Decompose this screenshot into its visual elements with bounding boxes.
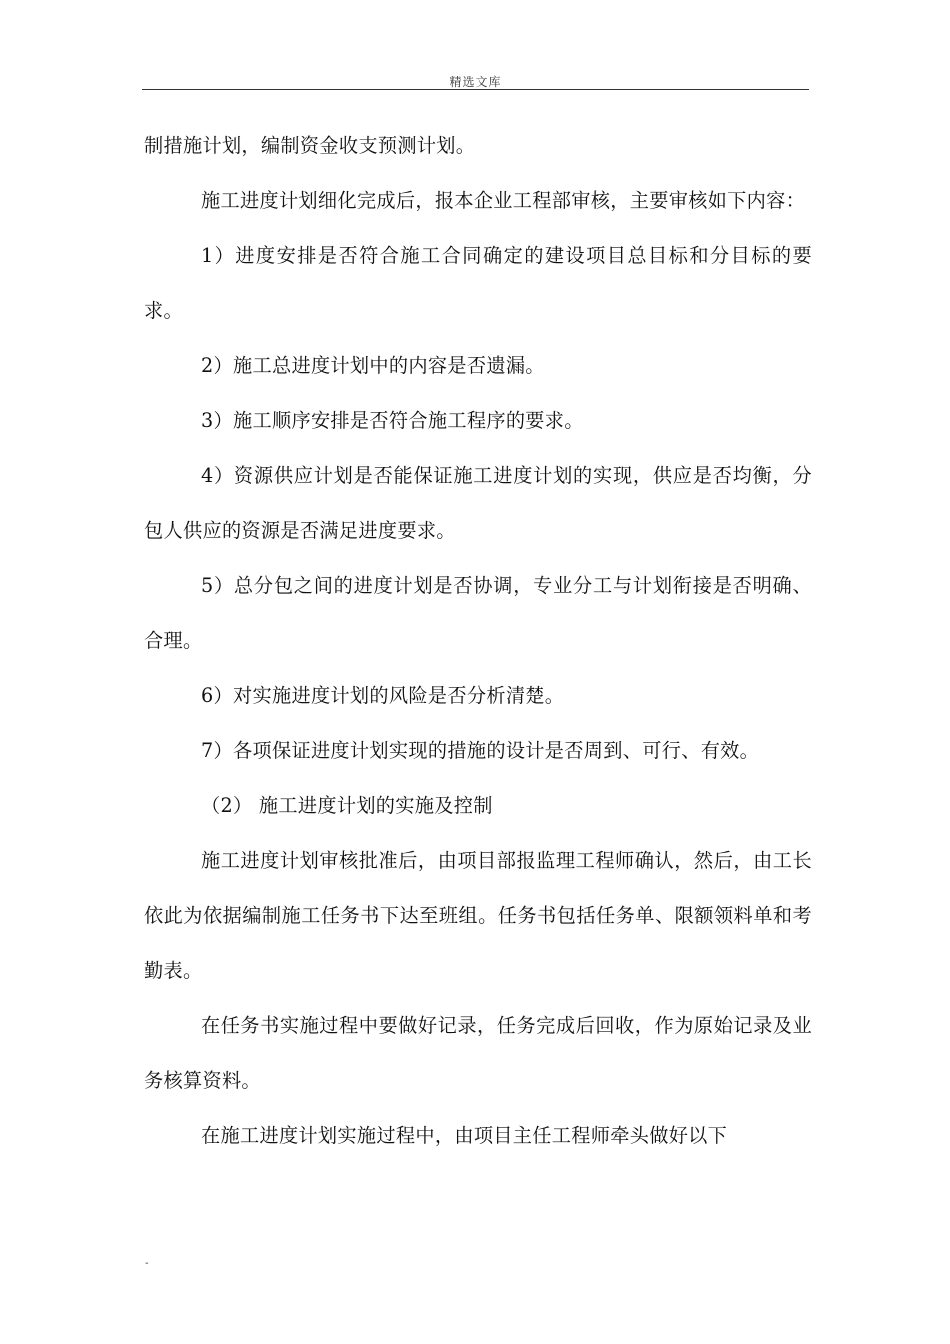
paragraph-6: 4）资源供应计划是否能保证施工进度计划的实现，供应是否均衡，分包人供应的资源是否满足进度要求。 bbox=[144, 464, 812, 542]
footer-mark: - bbox=[145, 1258, 149, 1269]
paragraph-3: 1）进度安排是否符合施工合同确定的建设项目总目标和分目标的要求。 bbox=[144, 244, 812, 322]
paragraph-12: 在施工进度计划实施过程中，由项目主任工程师牵头做好以下 bbox=[201, 1124, 728, 1147]
paragraph-8: 6）对实施进度计划的风险是否分析清楚。 bbox=[201, 684, 565, 707]
paragraph-9: 7）各项保证进度计划实现的措施的设计是否周到、可行、有效。 bbox=[201, 739, 760, 762]
paragraph-10: 施工进度计划审核批准后，由项目部报监理工程师确认，然后，由工长依此为依据编制施工任务书下达至班组。任务书包括任务单、限额领料单和考勤表。 bbox=[144, 849, 812, 982]
paragraph-4: 2）施工总进度计划中的内容是否遗漏。 bbox=[201, 354, 545, 377]
document-body bbox=[144, 118, 812, 1163]
paragraph-11: 在任务书实施过程中要做好记录，任务完成后回收，作为原始记录及业务核算资料。 bbox=[144, 1014, 812, 1092]
header-title: 精选文库 bbox=[449, 75, 502, 89]
section-heading: （2） 施工进度计划的实施及控制 bbox=[201, 794, 493, 817]
paragraph-5: 3）施工顺序安排是否符合施工程序的要求。 bbox=[201, 409, 584, 432]
page-header bbox=[142, 71, 809, 90]
paragraph-2: 施工进度计划细化完成后，报本企业工程部审核，主要审核如下内容： bbox=[201, 189, 806, 212]
paragraph-1: 制措施计划，编制资金收支预测计划。 bbox=[144, 134, 476, 157]
paragraph-7: 5）总分包之间的进度计划是否协调，专业分工与计划衔接是否明确、合理。 bbox=[144, 574, 812, 652]
